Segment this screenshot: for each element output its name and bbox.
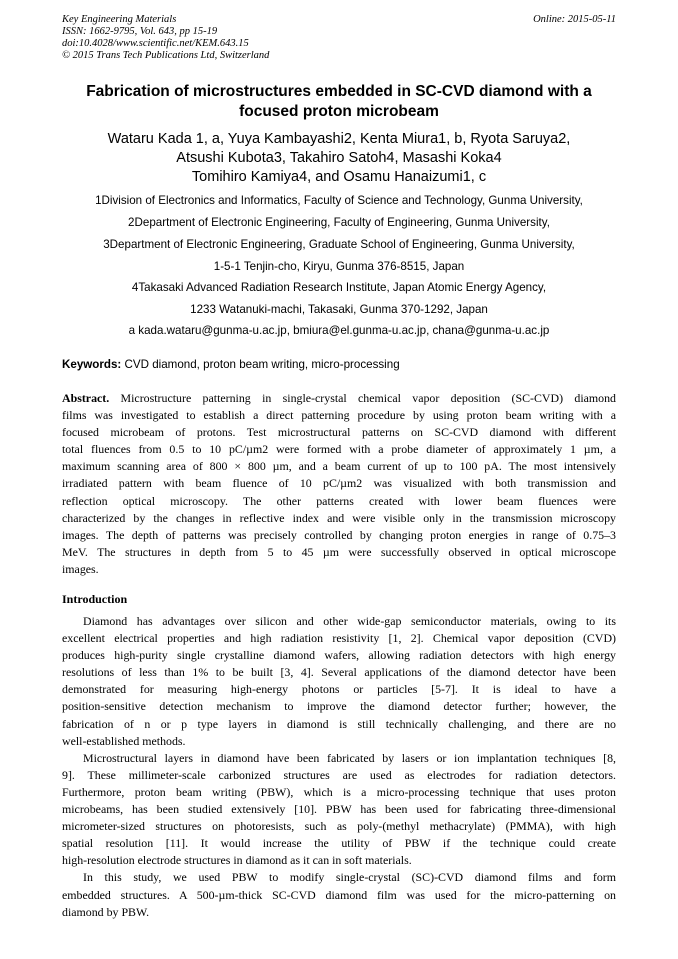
introduction-body — [62, 613, 616, 921]
journal-header — [62, 14, 616, 62]
intro-line: spatial resolution [11]. It would increase the utility of PBW if the technique could create — [62, 836, 616, 851]
copyright: © 2015 Trans Tech Publications Ltd, Switzerland — [62, 50, 270, 61]
abstract-line: focused microbeam of protons. Test microstructural patterns on SC-CVD diamond with different — [62, 425, 616, 440]
intro-line: microbeams, has been studied extensively [10]. PBW has been used for fabricating three-dimensional — [62, 802, 616, 817]
authors-line-3: Tomihiro Kamiya4, and Osamu Hanaizumi1, c — [191, 169, 487, 185]
title-line-2: focused proton microbeam — [239, 103, 439, 120]
online-date: Online: 2015-05-11 — [533, 14, 616, 25]
affiliation-2: 2Department of Electronic Engineering, Faculty of Engineering, Gunma University, — [128, 216, 550, 229]
affiliation-4-address: 1233 Watanuki-machi, Takasaki, Gunma 370-1292, Japan — [190, 303, 488, 316]
intro-line: micrometer-sized structures on photoresists, such as poly-(methyl methacrylate) (PMMA), with high — [62, 819, 616, 834]
intro-line: excellent electrical properties and high radiation resistivity [1, 2]. Chemical vapor deposition (CVD) — [62, 631, 616, 646]
authors-line-1: Wataru Kada 1, a, Yuya Kambayashi2, Kenta Miura1, b, Ryota Saruya2, — [107, 131, 571, 147]
authors-line-2: Atsushi Kubota3, Takahiro Satoh4, Masashi Koka4 — [176, 150, 502, 166]
abstract-line: irradiated pattern with beam fluence of 10 pC/µm2 was visualized with both transmission and — [62, 476, 616, 491]
abstract-label: Abstract. — [62, 391, 110, 405]
intro-line: resolutions of less than 1% to be built [3, 4]. Several applications of the diamond detector have been — [62, 665, 616, 680]
affiliation-3: 3Department of Electronic Engineering, Graduate School of Engineering, Gunma University, — [103, 238, 575, 251]
affiliation-1: 1Division of Electronics and Informatics, Faculty of Science and Technology, Gunma University, — [95, 194, 583, 207]
title-line-1: Fabrication of microstructures embedded in SC-CVD diamond with a — [86, 83, 592, 100]
email-addresses: a kada.wataru@gunma-u.ac.jp, bmiura@el.gunma-u.ac.jp, chana@gunma-u.ac.jp — [128, 324, 550, 337]
intro-line: Diamond has advantages over silicon and other wide-gap semiconductor materials, owing to its — [83, 614, 616, 628]
intro-line: In this study, we used PBW to modify single-crystal (SC)-CVD diamond films and form — [83, 870, 616, 885]
intro-line: well-established methods. — [62, 733, 186, 748]
intro-line: fabrication of n or p type layers in diamond is still technically challenging, and there are no — [62, 716, 616, 731]
journal-name: Key Engineering Materials — [62, 14, 177, 25]
author-list — [60, 130, 618, 187]
abstract-line: images. The depth of patterns was precisely controlled by changing proton energies in range of 0.75–3 — [62, 527, 616, 542]
intro-line: 9]. These millimeter-scale carbonized structures are used as electrodes for radiation detectors. — [62, 767, 616, 782]
affiliation-4: 4Takasaki Advanced Radiation Research Institute, Japan Atomic Energy Agency, — [131, 281, 547, 294]
paper-title — [60, 82, 618, 122]
intro-line: produces high-purity single crystalline diamond wafers, allowing radiation detectors with high energy — [62, 648, 616, 663]
abstract — [62, 390, 616, 578]
issn: ISSN: 1662-9795, Vol. 643, pp 15-19 — [62, 26, 218, 37]
abstract-line: reflection optical microscopy. The other patterns created with lower beam fluences were — [62, 493, 616, 508]
abstract-line: maximum scanning area of 800 × 800 µm, and a beam current of up to 100 pA. The most intensively — [62, 459, 616, 474]
intro-line: Furthermore, proton beam writing (PBW), which is a micro-processing technique that uses proton — [62, 784, 616, 799]
keywords-text: CVD diamond, proton beam writing, micro-processing — [121, 358, 400, 371]
introduction-heading: Introduction — [62, 592, 128, 606]
keywords — [62, 358, 616, 371]
doi: doi:10.4028/www.scientific.net/KEM.643.15 — [62, 38, 249, 49]
abstract-line: total fluences from 0.5 to 10 pC/µm2 were formed with a probe diameter of approximately 1 µm, a — [62, 442, 616, 457]
affiliation-3-address: 1-5-1 Tenjin-cho, Kiryu, Gunma 376-8515, Japan — [213, 260, 465, 273]
intro-line: embedded structures. A 500-µm-thick SC-CVD diamond film was used for the micro-patterning on — [62, 887, 616, 902]
abstract-line: films was investigated to establish a direct patterning procedure by using proton beam writing with a — [62, 408, 616, 423]
abstract-line-text: Microstructure patterning in single-crystal chemical vapor deposition (SC-CVD) diamond — [109, 391, 616, 405]
keywords-label: Keywords: — [62, 358, 122, 371]
intro-line: demonstrated for measuring high-energy photons or particles [5-7]. It is ideal to have a — [62, 682, 616, 697]
intro-line: high-resolution electrode structures in diamond as it can in soft materials. — [62, 853, 412, 868]
abstract-line: characterized by the changes in reflective index and were visible only in the transmission microscopy — [62, 510, 616, 525]
intro-line: position-sensitive detection mechanism to improve the diamond detector further; however, the — [62, 699, 616, 714]
abstract-line: MeV. The structures in depth from 5 to 45 µm were successfully observed in optical microscope — [62, 544, 616, 559]
intro-line: diamond by PBW. — [62, 904, 150, 919]
intro-line: Microstructural layers in diamond have been fabricated by lasers or ion implantation techniques [8, — [83, 750, 616, 765]
abstract-line — [62, 390, 616, 407]
abstract-line: images. — [62, 561, 99, 576]
